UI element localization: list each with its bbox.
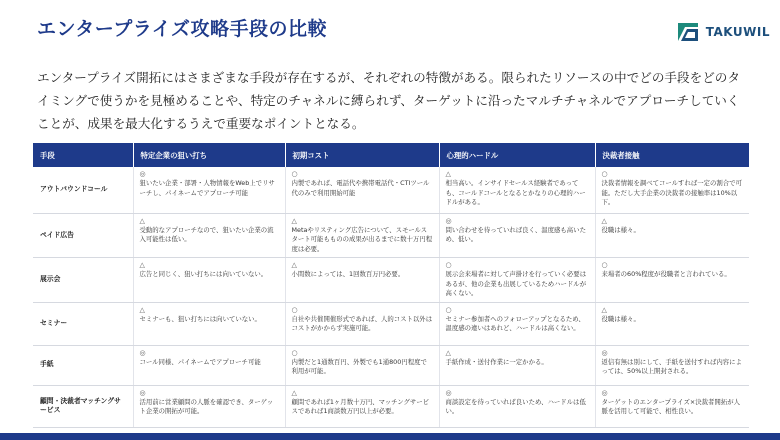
rating-mark: ◎	[445, 388, 452, 397]
table-cell	[595, 258, 749, 303]
cell-text: 来場者の60%程度が役職者と言われている。	[601, 270, 731, 278]
cell-text: 顧問であれば1ヶ月数十万円、マッチングサービスであれば1商談数万円以上が必要。	[291, 397, 430, 415]
table-cell	[595, 385, 749, 427]
rating-mark: △	[601, 216, 607, 225]
table-cell	[133, 302, 285, 345]
rating-mark: ○	[445, 305, 452, 314]
cell-text: 自社や共催開催形式であれば、人的コスト以外はコストがかからず実施可能。	[291, 314, 433, 332]
table-cell	[439, 213, 595, 258]
rating-mark: △	[445, 348, 451, 357]
row-label: ペイド広告	[33, 213, 133, 258]
cell-text: ターゲットのエンタープライズ×決裁者開拓が人脈を活用して可能で、相性良い。	[601, 397, 740, 415]
logo-text: TAKUWIL	[705, 25, 770, 39]
rating-mark: △	[291, 388, 297, 397]
table-cell	[595, 213, 749, 258]
rating-mark: △	[445, 170, 451, 178]
cell-text: コール同様、パイネームでアプローチ可能	[139, 357, 261, 366]
table-cell	[133, 167, 285, 213]
rating-mark: △	[139, 305, 145, 314]
table-cell	[439, 345, 595, 385]
table-row	[33, 167, 749, 213]
column-header-targeting: 特定企業の狙い打ち	[133, 143, 285, 167]
cell-text: 活用前に営業顧問の人脈を確認でき、ターゲット企業の開拓が可能。	[139, 397, 274, 415]
rating-mark: ◎	[601, 348, 608, 357]
rating-mark: ○	[291, 170, 298, 178]
table-row	[33, 213, 749, 258]
row-label: 展示会	[33, 258, 133, 303]
table-cell	[133, 213, 285, 258]
rating-mark: ◎	[139, 388, 146, 397]
table-cell	[439, 167, 595, 213]
column-header-decision-maker-contact: 決裁者接触	[595, 143, 749, 167]
cell-text: 展示会来場者に対して声掛けを行っていく必要はあるが、他の企業も出展しているためハードルが高くない。	[445, 270, 587, 297]
cell-text: 手紙作成・送付作業に一定かかる。	[445, 357, 548, 366]
rating-mark: △	[139, 216, 145, 225]
cell-text: 受動的なアプローチなので、狙いたい企業の流入可能性は低い。	[139, 225, 274, 243]
slide-header	[0, 0, 780, 58]
cell-text: 内製であれば、電話代や携帯電話代・CTIツール代のみで利用開始可能	[291, 179, 430, 197]
table-cell	[133, 345, 285, 385]
column-header-psychological-hurdle: 心理的ハードル	[439, 143, 595, 167]
rating-mark: ○	[291, 305, 298, 314]
comparison-table-wrapper	[33, 143, 749, 428]
table-cell	[595, 167, 749, 213]
table-cell	[133, 258, 285, 303]
cell-text: セミナー参加者へのフォローアップとなるため、温度感の違いはあれど、ハードルは高くない。	[445, 314, 585, 332]
logo-mark-icon	[676, 20, 700, 44]
table-cell	[133, 385, 285, 427]
cell-text: 役職は様々。	[601, 314, 640, 323]
row-label: アウトバウンドコール	[33, 167, 133, 213]
row-label: 手紙	[33, 345, 133, 385]
cell-text: 相当高い。インサイドセールス経験者であっても、コールドコールとなるとかなりの心理的ハードルがある。	[445, 179, 586, 206]
column-header-initial-cost: 初期コスト	[285, 143, 439, 167]
rating-mark: ◎	[139, 170, 146, 178]
comparison-table	[33, 143, 749, 428]
rating-mark: △	[601, 305, 607, 314]
row-label: 顧問・決裁者マッチングサービス	[33, 385, 133, 427]
rating-mark: ○	[445, 261, 452, 269]
cell-text: 役職は様々。	[601, 225, 640, 234]
cell-text: 返信有無は別にして、手紙を送付すれば内容によっては、50%以上開封される。	[601, 357, 742, 375]
row-label: セミナー	[33, 302, 133, 345]
cell-text: 問い合わせを待っていれば良く、温度感も高いため、低い。	[445, 225, 586, 243]
table-cell	[595, 302, 749, 345]
rating-mark: ◎	[601, 388, 608, 397]
table-cell	[285, 385, 439, 427]
table-header-row	[33, 143, 749, 167]
rating-mark: △	[291, 216, 297, 225]
footer-accent-bar	[0, 433, 780, 440]
table-cell	[285, 302, 439, 345]
table-row	[33, 345, 749, 385]
cell-text: セミナーも、狙い打ちには向いていない。	[139, 314, 261, 323]
page-title: エンタープライズ攻略手段の比較	[37, 18, 328, 40]
table-cell	[439, 385, 595, 427]
rating-mark: ◎	[139, 348, 146, 357]
rating-mark: △	[139, 261, 145, 269]
cell-text: 決裁者情報を調べてコールすれば一定の割合で可能。ただし大手企業の決裁者の接触率は10%以下。	[601, 179, 742, 206]
cell-text: Metaやリスティング広告について、スモールスタート可能もものの成果が出るまでに数十万円程度は必要。	[291, 225, 433, 253]
rating-mark: ◎	[445, 216, 452, 225]
table-row	[33, 258, 749, 303]
intro-paragraph: エンタープライズ開拓にはさまざまな手段が存在するが、それぞれの特徴がある。限られたリソースの中でどの手段をどのタイミングで使うかを見極めることや、特定のチャネルに縛られず、ターゲットに沿ったマルチチャネルでアプローチしていくことが、成果を最大化するうえで重要なポイントとなる。	[37, 70, 740, 131]
table-row	[33, 385, 749, 427]
column-header-method: 手段	[33, 143, 133, 167]
company-logo	[676, 20, 770, 44]
rating-mark: ○	[291, 348, 298, 357]
table-cell	[285, 213, 439, 258]
cell-text: 小間数によっては、1回数百万円必要。	[291, 270, 405, 278]
table-cell	[439, 258, 595, 303]
cell-text: 狙いたい企業・部署・人物情報をWeb上でリサーチし、パイネームでアプローチ可能	[139, 179, 275, 197]
cell-text: 商談設定を待っていれば良いため、ハードルは低い。	[445, 397, 586, 415]
cell-text: 広告と同じく、狙い打ちには向いていない。	[139, 270, 268, 278]
cell-text: 内製だと1通数百円、外製でも1通800円程度で利用が可能。	[291, 357, 427, 375]
table-cell	[285, 345, 439, 385]
rating-mark: ○	[601, 170, 608, 178]
rating-mark: ○	[601, 261, 608, 269]
table-row	[33, 302, 749, 345]
table-cell	[439, 302, 595, 345]
rating-mark: △	[291, 261, 297, 269]
table-cell	[285, 167, 439, 213]
table-cell	[285, 258, 439, 303]
table-cell	[595, 345, 749, 385]
